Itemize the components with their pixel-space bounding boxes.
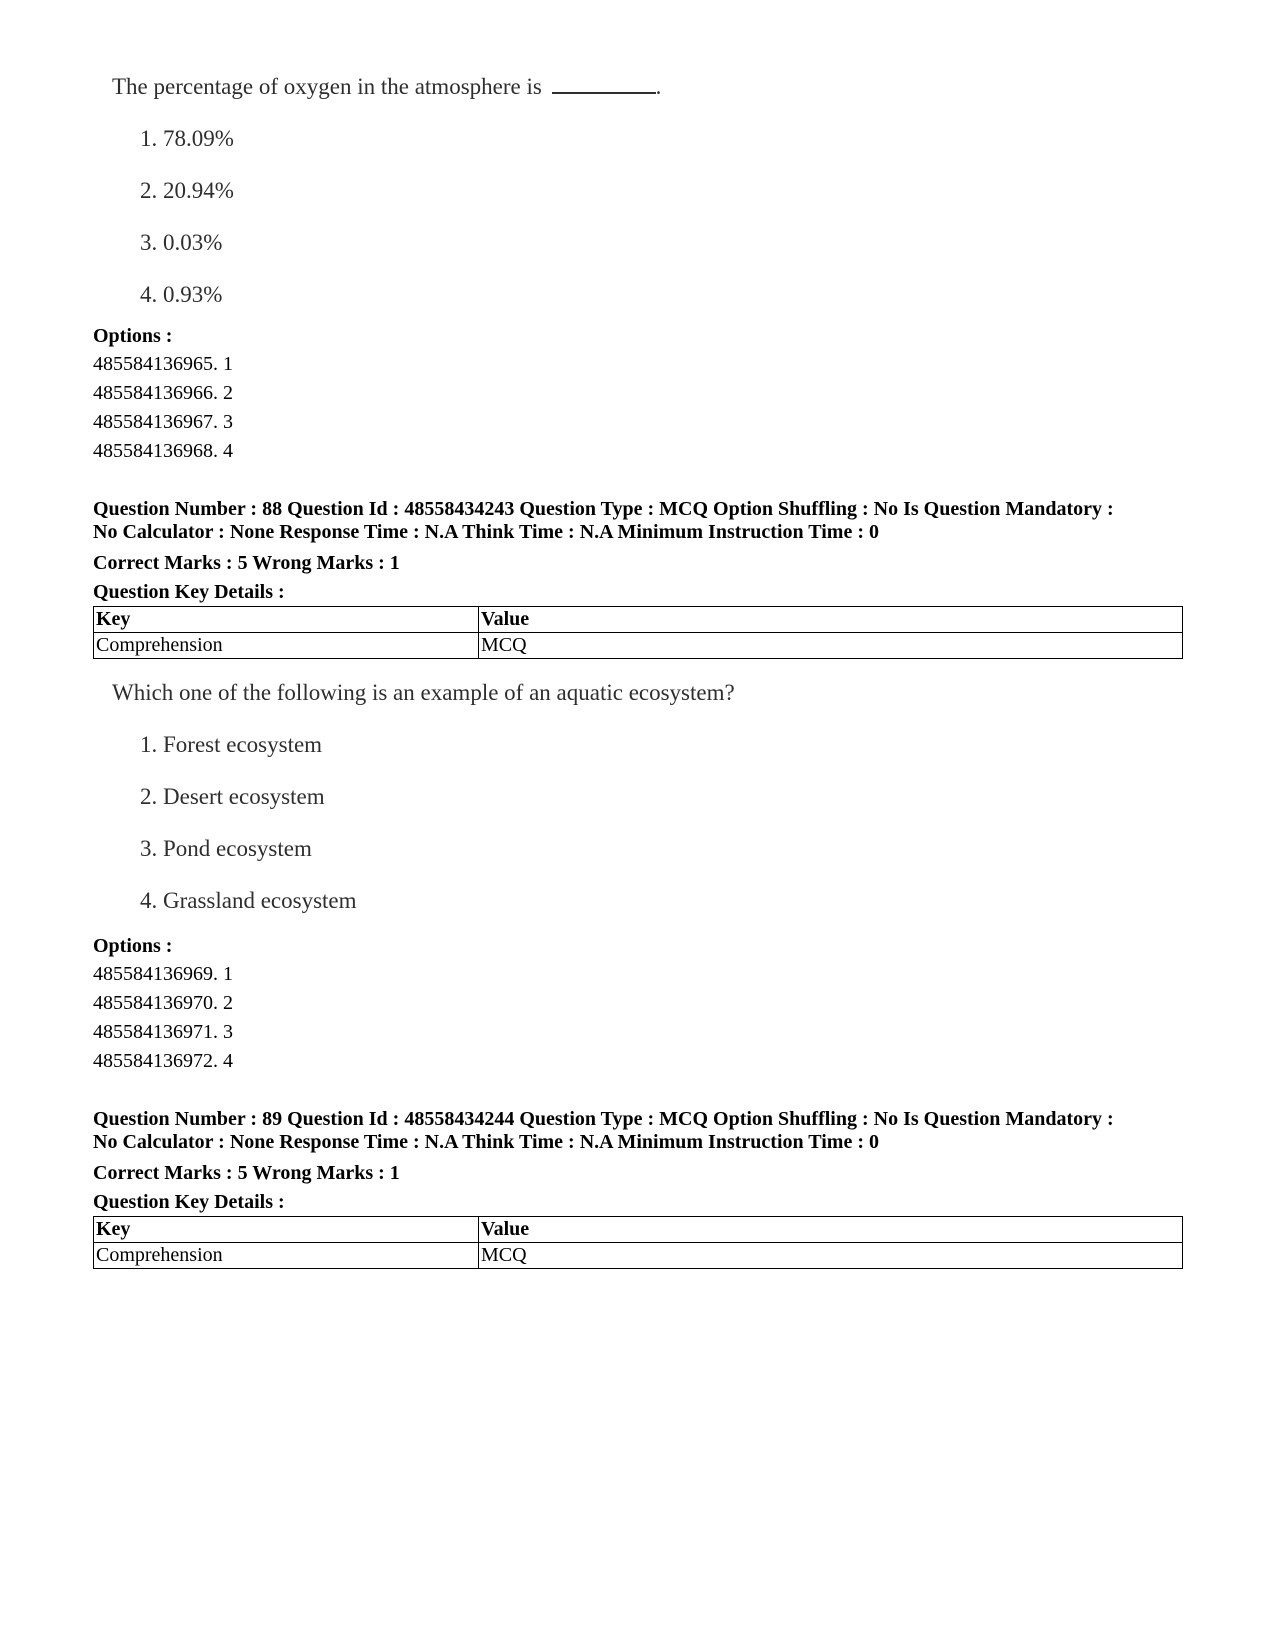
choice-2: 2. 20.94% xyxy=(140,178,234,203)
question-stem-text: The percentage of oxygen in the atmosphere is xyxy=(112,74,542,99)
table-cell-value: MCQ xyxy=(479,1243,1183,1269)
choice-3: 3. Pond ecosystem xyxy=(140,836,312,861)
option-row: 485584136971. 3 xyxy=(93,1021,233,1043)
stem-period: . xyxy=(655,74,662,99)
options-list xyxy=(93,322,233,466)
choice-3: 3. 0.03% xyxy=(140,230,223,255)
table-cell-key: Comprehension xyxy=(94,633,479,659)
choice-2: 2. Desert ecosystem xyxy=(140,784,325,809)
choice-4: 4. 0.93% xyxy=(140,282,223,307)
option-row: 485584136968. 4 xyxy=(93,440,233,462)
table-header-key: Key xyxy=(94,1217,479,1243)
table-header-row xyxy=(94,607,1183,633)
option-row: 485584136972. 4 xyxy=(93,1050,233,1072)
key-details-label: Question Key Details : xyxy=(93,1191,285,1213)
marks-line: Correct Marks : 5 Wrong Marks : 1 xyxy=(93,1162,400,1184)
question-88-meta xyxy=(93,498,1193,606)
option-row: 485584136969. 1 xyxy=(93,963,233,985)
options-list xyxy=(93,932,233,1076)
table-header-value: Value xyxy=(479,1217,1183,1243)
table-row xyxy=(94,633,1183,659)
choice-1: 1. 78.09% xyxy=(140,126,234,151)
option-row: 485584136967. 3 xyxy=(93,411,233,433)
choice-4: 4. Grassland ecosystem xyxy=(140,888,357,913)
choice-1: 1. Forest ecosystem xyxy=(140,732,323,757)
table-header-value: Value xyxy=(479,607,1183,633)
question-89-meta xyxy=(93,1108,1193,1216)
table-cell-key: Comprehension xyxy=(94,1243,479,1269)
option-row: 485584136970. 2 xyxy=(93,992,233,1014)
meta-line-1: Question Number : 89 Question Id : 48558434244 Question Type : MCQ Option Shuffling : No Is Question Mandatory : xyxy=(93,1108,1114,1130)
table-header-key: Key xyxy=(94,607,479,633)
table-header-row xyxy=(94,1217,1183,1243)
question-key-table xyxy=(93,606,1183,659)
options-label: Options : xyxy=(93,935,173,957)
meta-line-1: Question Number : 88 Question Id : 48558434243 Question Type : MCQ Option Shuffling : No Is Question Mandatory : xyxy=(93,498,1114,520)
question-stem: Which one of the following is an example of an aquatic ecosystem? xyxy=(112,680,735,705)
fill-in-blank xyxy=(552,74,656,94)
option-row: 485584136966. 2 xyxy=(93,382,233,404)
marks-line: Correct Marks : 5 Wrong Marks : 1 xyxy=(93,552,400,574)
meta-line-2: No Calculator : None Response Time : N.A Think Time : N.A Minimum Instruction Time : 0 xyxy=(93,1131,879,1153)
options-label: Options : xyxy=(93,325,173,347)
question-stem xyxy=(112,74,661,100)
option-row: 485584136965. 1 xyxy=(93,353,233,375)
key-details-label: Question Key Details : xyxy=(93,581,285,603)
table-row xyxy=(94,1243,1183,1269)
table-cell-value: MCQ xyxy=(479,633,1183,659)
meta-line-2: No Calculator : None Response Time : N.A Think Time : N.A Minimum Instruction Time : 0 xyxy=(93,521,879,543)
question-key-table xyxy=(93,1216,1183,1269)
